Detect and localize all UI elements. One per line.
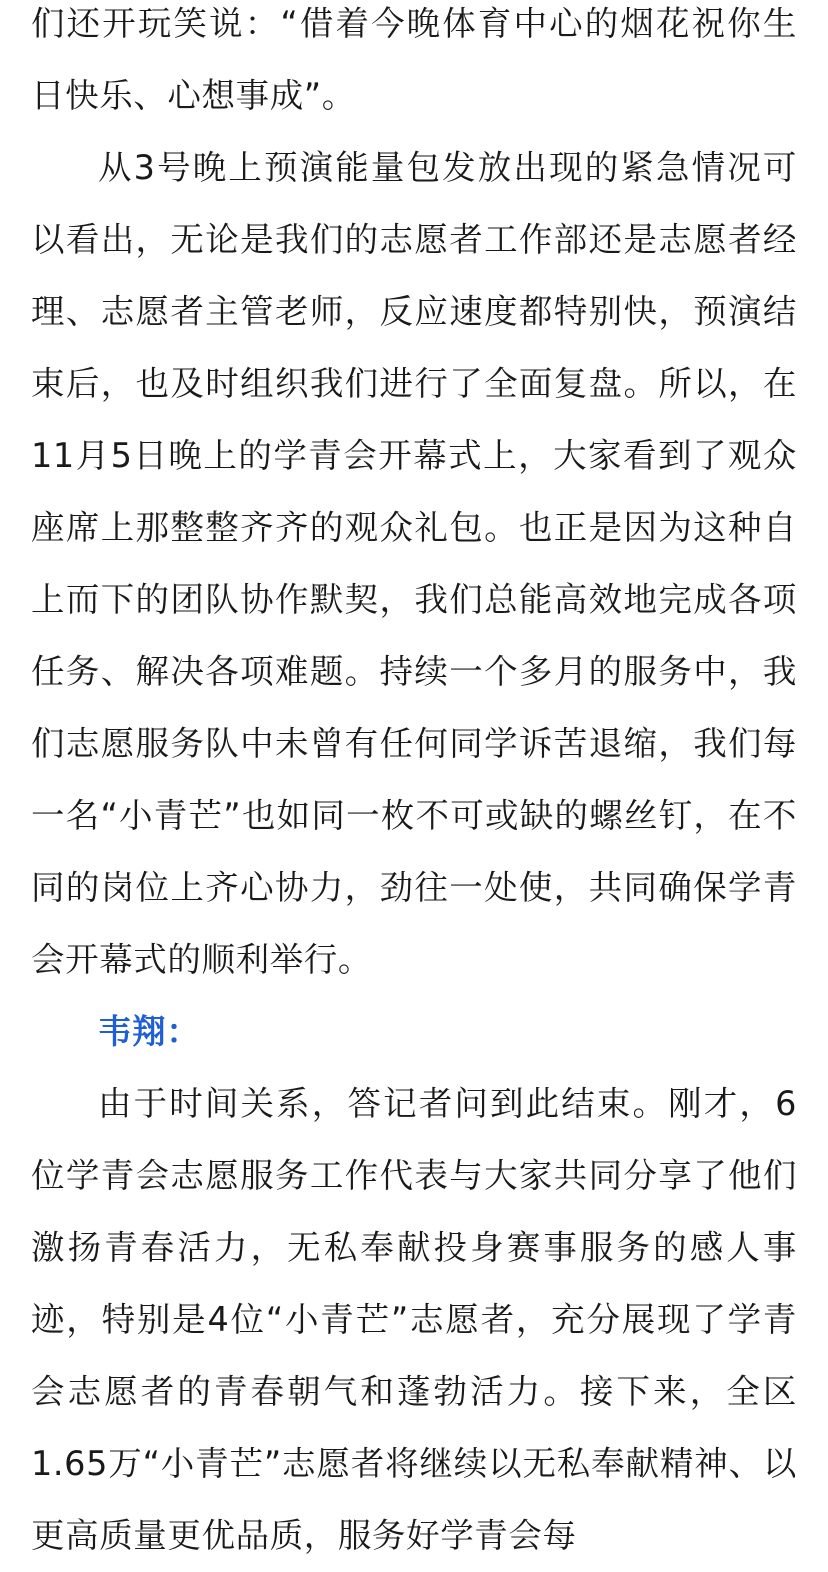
paragraph-volunteer-story: 从3号晚上预演能量包发放出现的紧急情况可以看出，无论是我们的志愿者工作部还是志愿者经理、志愿者主管老师，反应速度都特别快，预演结束后，也及时组织我们进行了全面复盘。所以，在11月5日晚上的学青会开幕式上，大家看到了观众座席上那整整齐齐的观众礼包。也正是因为这种自上而下的团队协作默契，我们总能高效地完成各项任务、解决各项难题。持续一个多月的服务中，我们志愿服务队中未曾有任何同学诉苦退缩，我们每一名“小青芒”也如同一枚不可或缺的螺丝钉，在不同的岗位上齐心协力，劲往一处使，共同确保学青会开幕式的顺利举行。 [31, 148, 797, 979]
paragraph-opening-quote: 们还开玩笑说：“借着今晚体育中心的烟花祝你生日快乐、心想事成”。 [31, 4, 797, 115]
speaker-name: 韦翔： [98, 1012, 201, 1051]
paragraph-closing-remarks: 由于时间关系，答记者问到此结束。刚才，6位学青会志愿服务工作代表与大家共同分享了他们激扬青春活力，无私奉献投身赛事服务的感人事迹，特别是4位“小青芒”志愿者，充分展现了学青会志愿者的青春朝气和蓬勃活力。接下来，全区1.65万“小青芒”志愿者将继续以无私奉献精神、以更高质量更优品质，服务好学青会每 [31, 1084, 797, 1555]
